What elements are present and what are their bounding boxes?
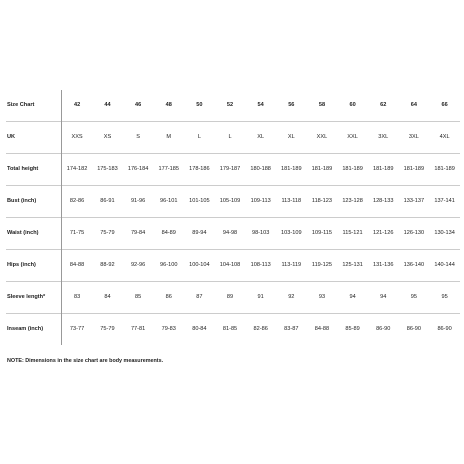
table-cell: 92-96 — [130, 262, 146, 268]
row-label: UK — [6, 122, 62, 154]
table-cell: 130-134 — [434, 230, 455, 236]
table-row — [6, 250, 460, 282]
table-row — [6, 186, 460, 218]
table-cell: XL — [287, 134, 295, 140]
table-cell: XXS — [71, 134, 83, 140]
table-cell: XL — [257, 134, 265, 140]
table-cell: 93 — [318, 294, 326, 300]
row-label: Waist (inch) — [6, 218, 62, 250]
table-cell: XXL — [316, 134, 328, 140]
table-cell: 96-100 — [160, 262, 178, 268]
table-cell: 103-109 — [281, 230, 302, 236]
header-cell: 58 — [318, 102, 326, 108]
header-label: Size Chart — [6, 90, 62, 122]
table-cell: 115-121 — [342, 230, 363, 236]
row-label: Sleeve length* — [6, 282, 62, 314]
table-cell: 87 — [196, 294, 203, 300]
size-chart-body — [6, 90, 460, 345]
table-cell: L — [228, 134, 232, 140]
table-cell: 85-89 — [345, 326, 360, 332]
header-cell: 50 — [196, 102, 203, 108]
table-cell: 3XL — [408, 134, 419, 140]
table-cell: 109-113 — [250, 198, 271, 204]
header-cell: 66 — [441, 102, 448, 108]
header-cell: 60 — [349, 102, 356, 108]
table-cell: 105-109 — [219, 198, 241, 204]
header-cell: 48 — [165, 102, 172, 108]
table-cell: 80-84 — [192, 326, 207, 332]
table-cell: 178-186 — [189, 166, 210, 172]
header-cell: 64 — [410, 102, 417, 108]
table-cell: 85 — [134, 294, 142, 300]
table-cell: M — [166, 134, 172, 140]
table-cell: 181-189 — [434, 166, 455, 172]
table-cell: 79-83 — [161, 326, 176, 332]
table-row — [6, 282, 460, 314]
table-cell: 137-141 — [434, 198, 455, 204]
table-cell: 84-88 — [69, 262, 85, 268]
table-cell: 86-91 — [100, 198, 115, 204]
table-cell: 4XL — [439, 134, 450, 140]
table-cell: 91 — [257, 294, 264, 300]
table-cell: 91-96 — [130, 198, 146, 204]
row-label: Bust (inch) — [6, 186, 62, 218]
table-cell: 121-126 — [372, 230, 394, 236]
table-cell: 83 — [73, 294, 81, 300]
table-cell: 96-101 — [160, 198, 178, 204]
table-cell: 175-183 — [97, 166, 118, 172]
table-cell: 89 — [226, 294, 234, 300]
row-label: Inseam (inch) — [6, 314, 62, 346]
table-cell: 181-189 — [281, 166, 302, 172]
header-cell: 54 — [257, 102, 264, 108]
table-cell: 179-187 — [219, 166, 241, 172]
header-cell: 44 — [104, 102, 111, 108]
table-cell: 3XL — [378, 134, 389, 140]
table-cell: 108-113 — [250, 262, 271, 268]
table-row — [6, 314, 460, 346]
table-cell: XS — [103, 134, 112, 140]
table-cell: 136-140 — [403, 262, 425, 268]
table-cell: 181-189 — [342, 166, 363, 172]
table-cell: 79-84 — [130, 230, 146, 236]
table-cell: 181-189 — [403, 166, 425, 172]
table-row — [6, 154, 460, 186]
table-cell: 75-79 — [100, 230, 115, 236]
table-cell: 125-131 — [342, 262, 363, 268]
table-cell: XXL — [347, 134, 358, 140]
table-cell: 176-184 — [127, 166, 149, 172]
table-cell: 181-189 — [372, 166, 394, 172]
header-cell: 62 — [380, 102, 387, 108]
table-cell: 140-144 — [434, 262, 455, 268]
header-cell: 56 — [288, 102, 295, 108]
table-cell: 84 — [104, 294, 111, 300]
table-row — [6, 122, 460, 154]
table-cell: 71-75 — [69, 230, 85, 236]
table-cell: 98-103 — [251, 230, 270, 236]
table-cell: 95 — [410, 294, 417, 300]
table-cell: L — [197, 134, 201, 140]
table-cell: 77-81 — [130, 326, 146, 332]
table-cell: 73-77 — [69, 326, 85, 332]
table-cell: 131-136 — [372, 262, 394, 268]
table-cell: 101-105 — [189, 198, 210, 204]
table-cell: 95 — [441, 294, 448, 300]
table-cell: S — [136, 134, 140, 140]
table-cell: 113-118 — [281, 198, 302, 204]
table-cell: 181-189 — [311, 166, 333, 172]
table-cell: 89-94 — [192, 230, 207, 236]
table-cell: 133-137 — [403, 198, 425, 204]
table-row — [6, 218, 460, 250]
table-cell: 82-86 — [69, 198, 85, 204]
table-cell: 83-87 — [284, 326, 299, 332]
table-cell: 174-182 — [66, 166, 88, 172]
table-cell: 94-98 — [222, 230, 238, 236]
table-cell: 113-119 — [281, 262, 302, 268]
table-cell: 119-125 — [311, 262, 332, 268]
header-cell: 52 — [226, 102, 234, 108]
row-label: Total height — [6, 154, 62, 186]
table-cell: 81-85 — [222, 326, 238, 332]
header-cell: 46 — [134, 102, 142, 108]
table-cell: 104-108 — [219, 262, 241, 268]
table-cell: 86-90 — [376, 326, 391, 332]
table-cell: 128-133 — [372, 198, 394, 204]
table-cell: 92 — [288, 294, 295, 300]
table-cell: 94 — [349, 294, 356, 300]
table-cell: 177-185 — [158, 166, 179, 172]
table-cell: 86 — [165, 294, 172, 300]
table-cell: 86-90 — [437, 326, 452, 332]
size-chart-note: NOTE: Dimensions in the size chart are body measurements. — [7, 358, 164, 364]
table-cell: 118-123 — [311, 198, 332, 204]
table-cell: 82-86 — [253, 326, 268, 332]
table-cell: 94 — [380, 294, 387, 300]
table-cell: 84-89 — [161, 230, 176, 236]
header-cell: 42 — [73, 102, 81, 108]
table-cell: 126-130 — [403, 230, 425, 236]
table-cell: 123-128 — [342, 198, 363, 204]
header-row — [6, 90, 460, 122]
row-label: Hips (inch) — [6, 250, 62, 282]
table-cell: 100-104 — [189, 262, 210, 268]
table-cell: 84-88 — [314, 326, 330, 332]
table-cell: 109-115 — [311, 230, 332, 236]
table-cell: 180-188 — [250, 166, 271, 172]
size-chart-table — [6, 90, 460, 345]
table-cell: 86-90 — [406, 326, 422, 332]
table-cell: 88-92 — [100, 262, 115, 268]
table-cell: 75-79 — [100, 326, 115, 332]
